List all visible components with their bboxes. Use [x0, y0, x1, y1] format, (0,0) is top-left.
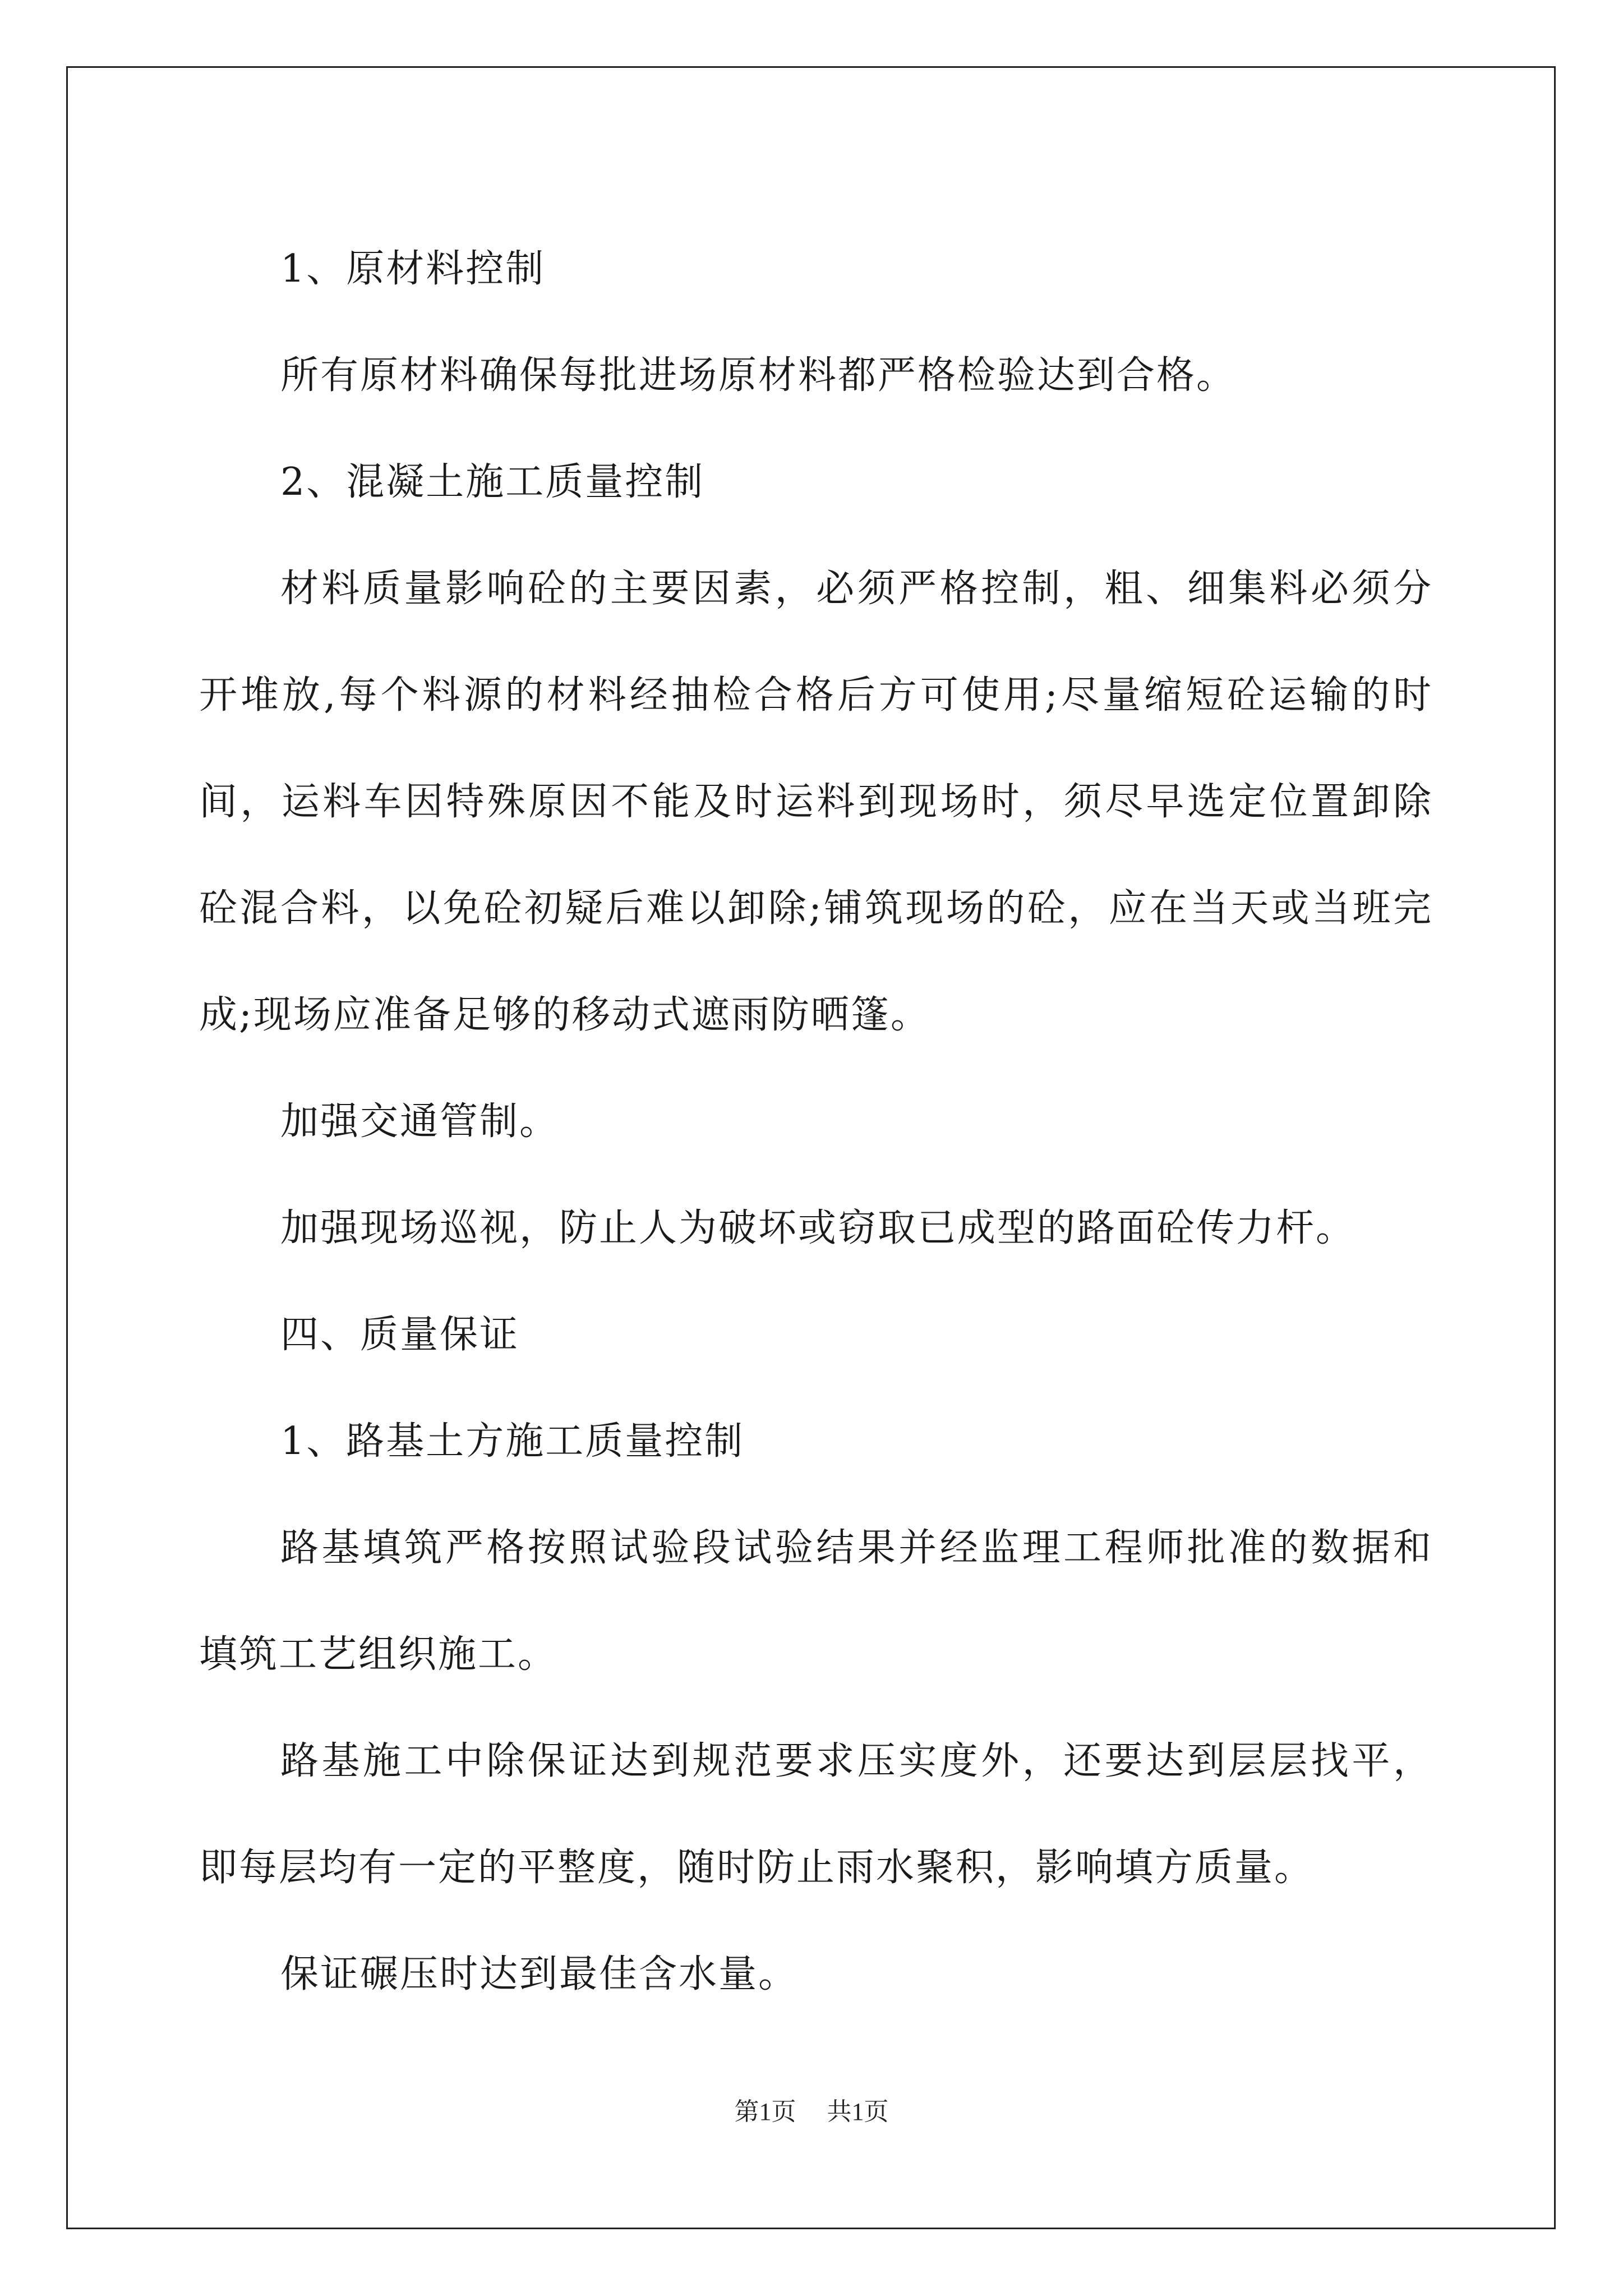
paragraph-subgrade-filling: 路基填筑严格按照试验段试验结果并经监理工程师批准的数据和填筑工艺组织施工。 — [199, 1526, 1433, 1677]
heading-subgrade-earthwork: 1、路基土方施工质量控制 — [280, 1419, 745, 1464]
heading-concrete-quality-control: 2、混凝土施工质量控制 — [280, 460, 705, 504]
paragraph-moisture-content: 保证碾压时达到最佳含水量。 — [280, 1952, 799, 1996]
page-footer — [0, 2091, 1623, 2127]
page-number: 第1页 — [734, 2098, 796, 2125]
heading-quality-assurance: 四、质量保证 — [280, 1313, 520, 1357]
paragraph-subgrade-compaction: 路基施工中除保证达到规范要求压实度外，还要达到层层找平，即每层均有一定的平整度，随时防止雨水聚积，影响填方质量。 — [199, 1739, 1433, 1890]
heading-raw-material-control: 1、原材料控制 — [280, 247, 546, 291]
paragraph-concrete-materials: 材料质量影响砼的主要因素，必须严格控制，粗、细集料必须分开堆放,每个料源的材料经抽检合格后方可使用;尽量缩短砼运输的时间，运料车因特殊原因不能及时运料到现场时，须尽早选定位置卸除砼混合料，以免砼初疑后难以卸除;铺筑现场的砼，应在当天或当班完成;现场应准备足够的移动式遮雨防晒篷。 — [199, 567, 1433, 1037]
paragraph-traffic-control: 加强交通管制。 — [280, 1099, 560, 1144]
paragraph-site-patrol: 加强现场巡视，防止人为破坏或窃取已成型的路面砼传力杆。 — [280, 1206, 1356, 1250]
document-body — [199, 216, 1433, 2028]
page-total: 共1页 — [827, 2098, 889, 2125]
paragraph-raw-material: 所有原材料确保每批进场原材料都严格检验达到合格。 — [280, 353, 1237, 398]
